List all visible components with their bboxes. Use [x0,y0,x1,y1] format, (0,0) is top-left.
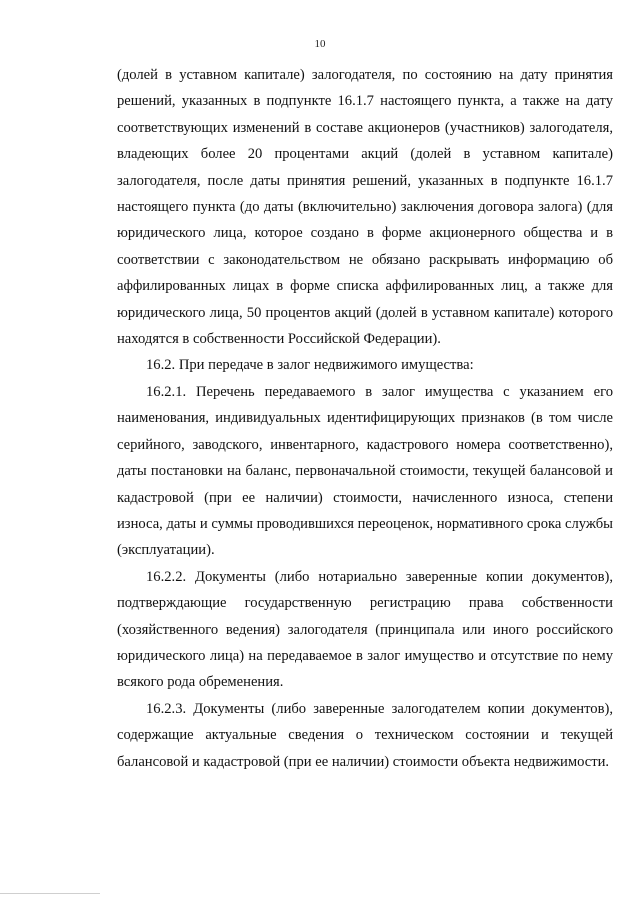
paragraph-16-2-2: 16.2.2. Документы (либо нотариально заверенные копии документов), подтверждающие государственную регистрацию права собственности (хозяйственного ведения) залогодателя (принципала или иного российского юридического лица) на передаваемое в залог имущество и отсутствие по нему всякого рода обременения. [117,568,613,691]
paragraph-continuation: (долей в уставном капитале) залогодателя, по состоянию на дату принятия решений, указанных в подпункте 16.1.7 настоящего пункта, а также на дату соответствующих изменений в составе акционеров (участников) залогодателя, владеющих более 20 процентами акций (долей в уставном капитале) залогодателя, после даты принятия решений, указанных в подпункте 16.1.7 настоящего пункта (до даты (включительно) заключения договора залога) (для юридического лица, которое создано в форме акционерного общества и в соответствии с законодательством не обязано раскрывать информацию об аффилированных лицах в форме списка аффилированных лиц, а также для юридического лица, 50 процентов акций (долей в уставном капитале) которого находятся в собственности Российской Федерации). [117,67,613,348]
paragraph-16-2-3: 16.2.3. Документы (либо заверенные залогодателем копии документов), содержащие актуальные сведения о техническом состоянии и текущей балансовой и кадастровой (при ее наличии) стоимости объекта недвижимости. [117,700,613,770]
paragraph-16-2-1: 16.2.1. Перечень передаваемого в залог имущества с указанием его наименования, индивидуальных идентифицирующих признаков (в том числе серийного, заводского, инвентарного, кадастрового номера соответственно), даты постановки на баланс, первоначальной стоимости, текущей балансовой и кадастровой (при ее наличии) стоимости, начисленного износа, степени износа, даты и суммы проводившихся переоценок, нормативного срока службы (эксплуатации). [117,383,613,559]
scan-edge-mark [0,893,100,894]
page-number: 10 [314,38,326,50]
paragraph-16-2: 16.2. При передаче в залог недвижимого имущества: [146,357,474,374]
document-body [117,62,613,775]
